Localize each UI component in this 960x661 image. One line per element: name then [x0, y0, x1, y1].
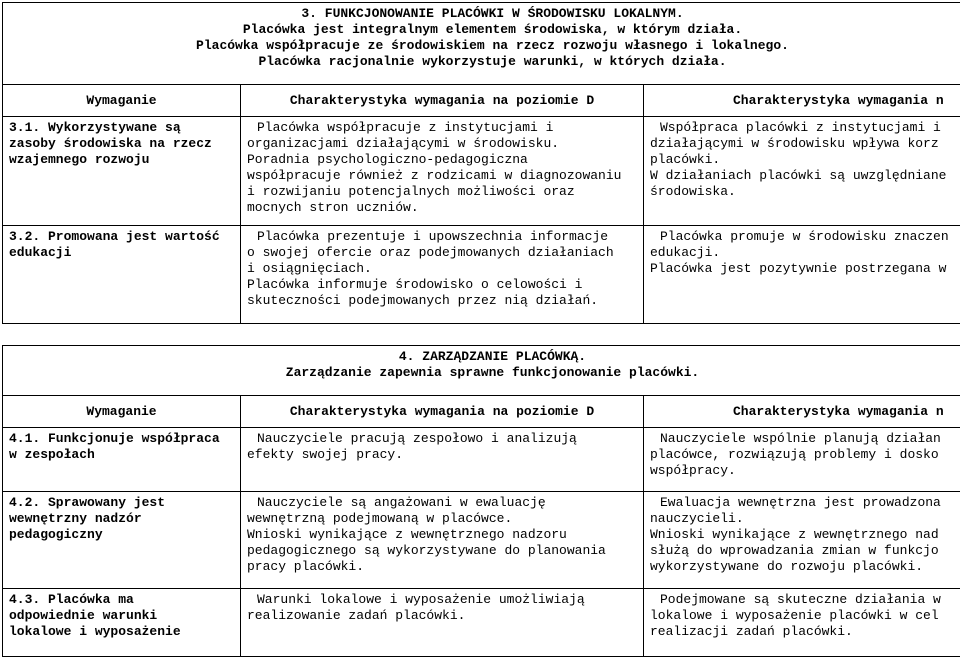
- level-d-cell: [241, 492, 644, 589]
- requirement-cell: [3, 589, 241, 657]
- description-text: Nauczyciele wspólnie planują działan: [660, 431, 941, 446]
- description-text: Poradnia psychologiczno-pedagogiczna: [247, 152, 528, 167]
- requirement-text: 3.2. Promowana jest wartość: [9, 229, 220, 244]
- section-4-title: 4. ZARZĄDZANIE PLACÓWKĄ.: [398, 349, 587, 364]
- description-text: organizacjami działającymi w środowisku.: [247, 136, 560, 151]
- description-text: efekty swojej pracy.: [247, 447, 404, 462]
- description-text: mocnych stron uczniów.: [247, 200, 419, 215]
- description-text: Placówka informuje środowisko o celowości i: [247, 277, 583, 292]
- level-d-cell: [241, 226, 644, 324]
- description-text: Placówka prezentuje i upowszechnia informacje: [257, 229, 609, 244]
- description-text: placówki.: [650, 152, 721, 167]
- requirement-text: lokalowe i wyposażenie: [9, 624, 181, 639]
- level-d-cell: [241, 589, 644, 657]
- description-text: Podejmowane są skuteczne działania w: [660, 592, 941, 607]
- requirement-text: w zespołach: [9, 447, 95, 462]
- description-text: i rozwijaniu potencjalnych możliwości oraz: [247, 184, 575, 199]
- requirement-cell: [3, 428, 241, 492]
- requirement-text: wewnętrzny nadzór: [9, 511, 142, 526]
- level-n-cell: [644, 117, 960, 226]
- col-header-level-n: Charakterystyka wymagania n: [644, 85, 960, 117]
- description-text: współpracuje również z rodzicami w diagnozowaniu: [247, 168, 622, 183]
- section-4-subtitle: Zarządzanie zapewnia sprawne funkcjonowanie placówki.: [285, 365, 700, 380]
- description-text: Placówka współpracuje z instytucjami i: [257, 120, 554, 135]
- section-3-subtitle-1: Placówka jest integralnym elementem środowiska, w którym działa.: [242, 22, 743, 37]
- level-d-cell: [241, 428, 644, 492]
- description-text: pracy placówki.: [247, 559, 365, 574]
- requirement-text: 4.3. Placówka ma: [9, 592, 134, 607]
- requirement-text: edukacji: [9, 245, 72, 260]
- description-text: Nauczyciele pracują zespołowo i analizują: [257, 431, 577, 446]
- col-header-level-d: Charakterystyka wymagania na poziomie D: [241, 396, 644, 428]
- description-text: lokalowe i wyposażenie placówki w cel: [650, 608, 939, 623]
- description-text: edukacji.: [650, 245, 721, 260]
- description-text: nauczycieli.: [650, 511, 744, 526]
- description-text: działającymi w środowisku wpływa korz: [650, 136, 939, 151]
- description-text: placówce, rozwiązują problemy i dosko: [650, 447, 939, 462]
- description-text: realizacji zadań placówki.: [650, 624, 853, 639]
- section-3-subtitle-3: Placówka racjonalnie wykorzystuje warunki, w których działa.: [258, 54, 727, 69]
- level-d-cell: [241, 117, 644, 226]
- col-header-requirement: Wymaganie: [3, 85, 241, 117]
- section-4-table: [2, 345, 960, 657]
- requirement-text: 4.1. Funkcjonuje współpraca: [9, 431, 220, 446]
- col-header-level-n: Charakterystyka wymagania n: [644, 396, 960, 428]
- description-text: i osiągnięciach.: [247, 261, 372, 276]
- table-row: [3, 428, 960, 492]
- description-text: Ewaluacja wewnętrzna jest prowadzona: [660, 495, 941, 510]
- level-n-cell: [644, 492, 960, 589]
- description-text: Wnioski wynikające z wewnętrznego nadzoru: [247, 527, 567, 542]
- section-3-header: [3, 3, 960, 85]
- section-3-subtitle-2: Placówka współpracuje ze środowiskiem na rzecz rozwoju własnego i lokalnego.: [196, 38, 789, 53]
- table-row: [3, 589, 960, 657]
- requirement-text: pedagogiczny: [9, 527, 103, 542]
- description-text: służą do wprowadzania zmian w funkcjo: [650, 543, 939, 558]
- requirement-cell: [3, 117, 241, 226]
- description-text: o swojej ofercie oraz podejmowanych działaniach: [247, 245, 614, 260]
- description-text: Placówka jest pozytywnie postrzegana w: [650, 261, 947, 276]
- requirement-cell: [3, 226, 241, 324]
- requirement-text: odpowiednie warunki: [9, 608, 158, 623]
- requirement-text: 4.2. Sprawowany jest: [9, 495, 166, 510]
- requirement-text: zasoby środowiska na rzecz: [9, 136, 212, 151]
- requirement-cell: [3, 492, 241, 589]
- description-text: współpracy.: [650, 463, 736, 478]
- level-n-cell: [644, 428, 960, 492]
- requirement-text: 3.1. Wykorzystywane są: [9, 120, 181, 135]
- level-n-cell: [644, 589, 960, 657]
- table-row: [3, 492, 960, 589]
- description-text: środowiska.: [650, 184, 736, 199]
- table-row: [3, 117, 960, 226]
- description-text: Współpraca placówki z instytucjami i: [660, 120, 941, 135]
- table-row: [3, 226, 960, 324]
- description-text: Nauczyciele są angażowani w ewaluację: [257, 495, 546, 510]
- requirement-text: wzajemnego rozwoju: [9, 152, 150, 167]
- description-text: realizowanie zadań placówki.: [247, 608, 466, 623]
- description-text: skuteczności podejmowanych przez nią działań.: [247, 293, 599, 308]
- description-text: W działaniach placówki są uwzględniane: [650, 168, 947, 183]
- description-text: wewnętrzną podejmowaną w placówce.: [247, 511, 513, 526]
- description-text: Wnioski wynikające z wewnętrznego nad: [650, 527, 939, 542]
- description-text: Placówka promuje w środowisku znaczen: [660, 229, 949, 244]
- description-text: Warunki lokalowe i wyposażenie umożliwiają: [257, 592, 585, 607]
- section-3-title: 3. FUNKCJONOWANIE PLACÓWKI W ŚRODOWISKU LOKALNYM.: [301, 6, 684, 21]
- col-header-level-d: Charakterystyka wymagania na poziomie D: [241, 85, 644, 117]
- section-4-header: [3, 346, 960, 396]
- description-text: wykorzystywane do rozwoju placówki.: [650, 559, 924, 574]
- level-n-cell: [644, 226, 960, 324]
- col-header-requirement: Wymaganie: [3, 396, 241, 428]
- description-text: pedagogicznego są wykorzystywane do planowania: [247, 543, 606, 558]
- section-3-table: [2, 2, 960, 324]
